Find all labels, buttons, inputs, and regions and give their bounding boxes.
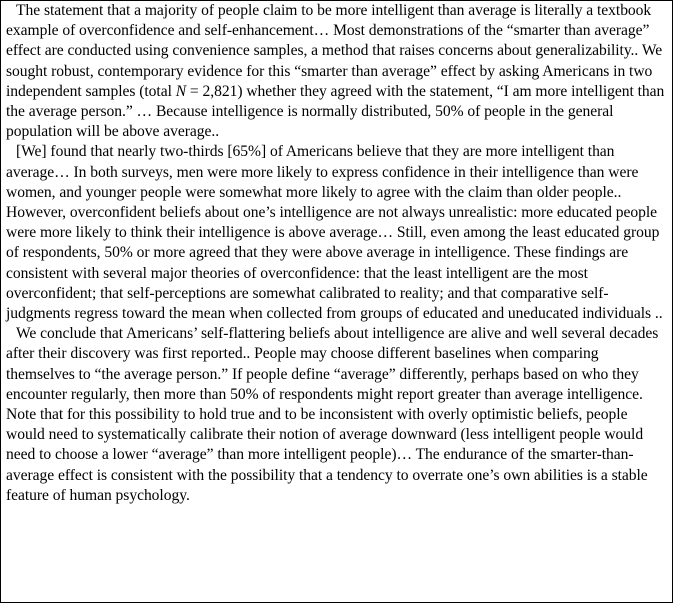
quote-text-box	[6, 1, 669, 506]
paragraph-3: We conclude that Americans’ self-flattering beliefs about intelligence are alive and well several decades after their discovery was first reported.. People may choose different baselines when comparing themselves to “the average person.” If people define “average” differently, perhaps based on who they encounter regularly, then more than 50% of respondents might report greater than average intelligence. Note that for this possibility to hold true and to be inconsistent with overly optimistic beliefs, people would need to systematically calibrate their notion of average downward (less intelligent people would need to choose a lower “average” than more intelligent people)… The endurance of the smarter-than-average effect is consistent with the possibility that a tendency to overrate one’s own abilities is a stable feature of human psychology.	[6, 325, 659, 504]
paragraph-1	[6, 1, 669, 142]
paragraph-2: [We] found that nearly two-thirds [65%] of Americans believe that they are more intelligent than average… In both surveys, men were more likely to express confidence in their intelligence than were women, and younger people were somewhat more likely to agree with the claim than older people.. However, overconfident beliefs about one’s intelligence are not always unrealistic: more educated people were more likely to think their intelligence is above average… Still, even among the least educated group of respondents, 50% or more agreed that they were above average in intelligence. These findings are consistent with several major theories of overconfidence: that the least intelligent are the most overconfident; that self-perceptions are somewhat calibrated to reality; and that comparative self-judgments regress toward the mean when collected from groups of educated and uneducated individuals ..	[6, 143, 663, 323]
paragraph-1-text-b: = 2,821) whether they agreed with the statement, “I am more intelligent than the average person.” … Because intelligence is normally distributed, 50% of people in the general population will be above average..	[6, 82, 665, 141]
sample-size-symbol: N	[175, 82, 187, 100]
paragraph-1-text-a: The statement that a majority of people claim to be more intelligent than average is literally a textbook example of overconfidence and self-enhancement… Most demonstrations of the “smarter than average” effect are conducted using convenience samples, a method that raises concerns about generalizability.. We sought robust, contemporary evidence for this “smarter than average” effect by asking Americans in two independent samples (total	[6, 2, 663, 100]
